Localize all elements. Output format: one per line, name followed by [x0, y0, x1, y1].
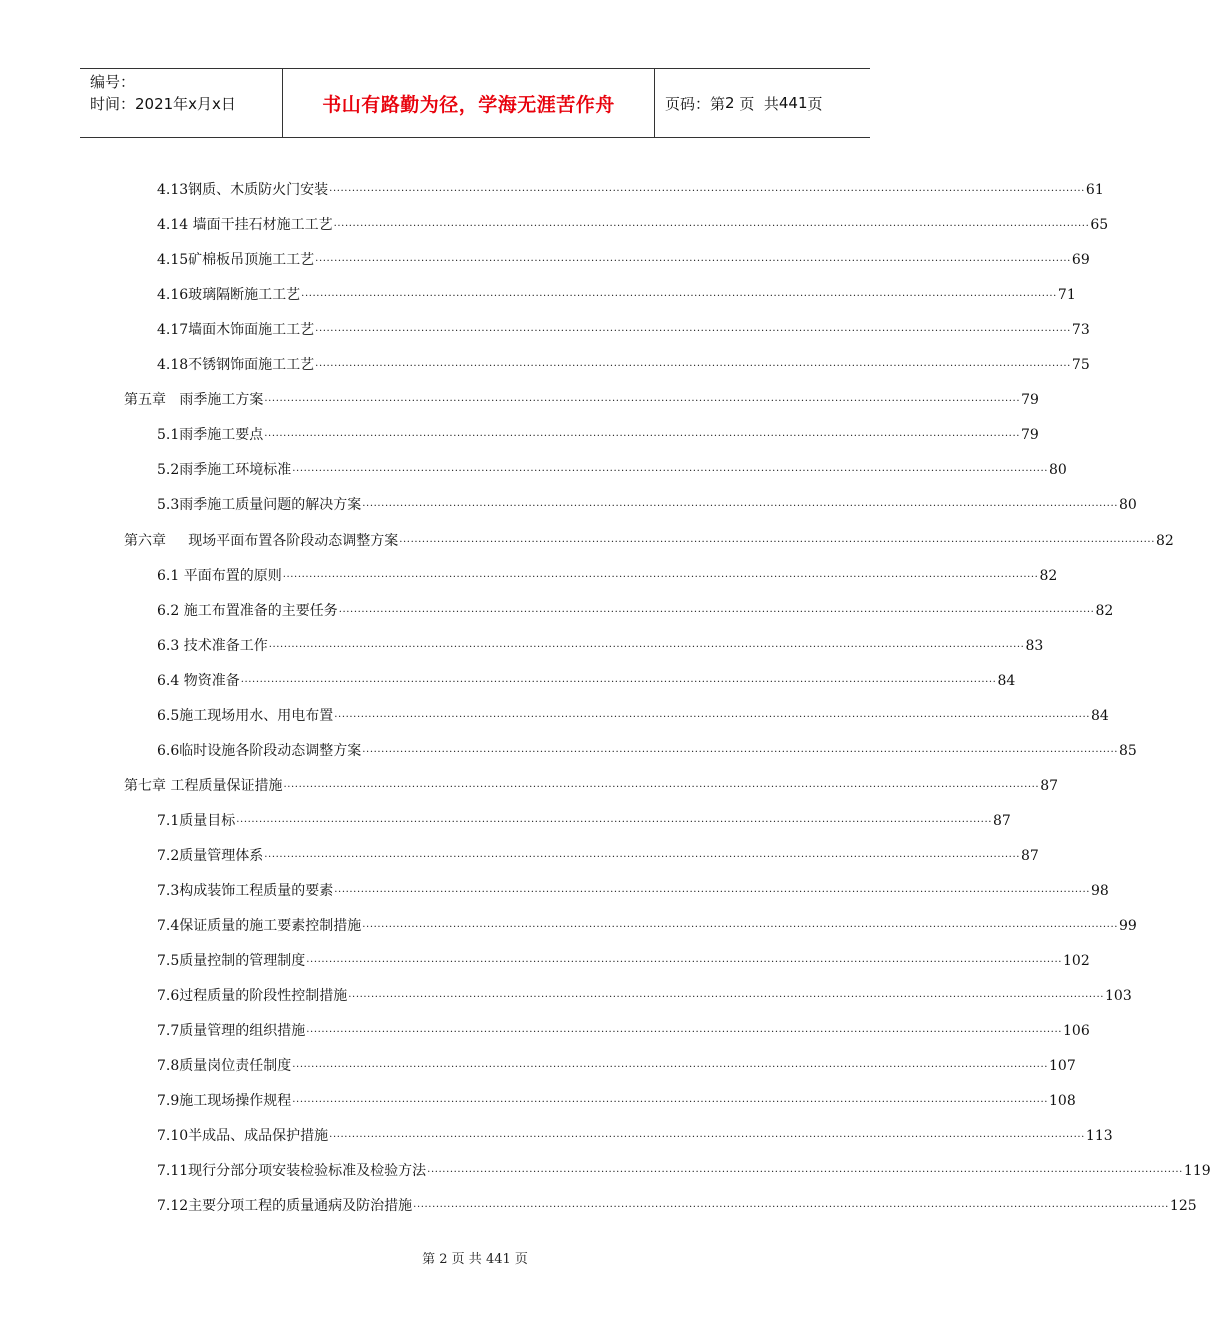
toc-entry-title: 4.17墙面木饰面施工工艺 [157, 322, 315, 339]
toc-entry-page: 75 [1071, 357, 1090, 374]
toc-entry-title: 第七章 工程质量保证措施 [124, 777, 283, 794]
toc-entry-page: 82 [1156, 532, 1174, 549]
toc-entry-page: 107 [1049, 1058, 1076, 1075]
toc-entry-page: 102 [1063, 953, 1090, 970]
page-current: 2 [725, 94, 735, 112]
page-footer [0, 1248, 950, 1267]
footer-suffix: 页 [514, 1252, 528, 1267]
page-header [80, 68, 870, 138]
toc-entry[interactable] [124, 515, 1174, 550]
toc-entry-title: 5.2雨季施工环境标准 [157, 462, 292, 479]
toc-entry-page: 61 [1085, 182, 1104, 198]
toc-entry[interactable] [157, 550, 1058, 585]
toc-entry[interactable] [157, 725, 1137, 760]
dot-leader: ........................................................................................................................................................................................................ [283, 778, 1040, 790]
footer-mid: 页 共 [451, 1252, 482, 1267]
toc-entry[interactable] [124, 760, 1059, 795]
toc-entry-title: 7.2质量管理体系 [157, 847, 264, 864]
toc-entry-page: 83 [1025, 637, 1044, 654]
dot-leader: ........................................................................................................................................................................................................ [264, 428, 1021, 440]
toc-entry-page: 125 [1169, 1198, 1197, 1215]
toc-entry[interactable] [157, 234, 1090, 269]
dot-leader: ........................................................................................................................................................................................................ [240, 673, 997, 685]
toc-entry[interactable] [157, 1005, 1090, 1040]
toc-entry-page: 82 [1095, 602, 1114, 619]
toc-entry[interactable] [157, 1075, 1076, 1110]
toc-entry[interactable] [124, 374, 1039, 409]
toc-entry[interactable] [157, 865, 1109, 900]
toc-entry-title: 7.4保证质量的施工要素控制措施 [157, 918, 362, 935]
toc-entry[interactable] [157, 444, 1067, 479]
dot-leader: ........................................................................................................................................................................................................ [334, 884, 1091, 895]
toc-entry-title: 7.10半成品、成品保护措施 [157, 1128, 329, 1145]
footer-current: 2 [439, 1252, 448, 1267]
dot-leader: ........................................................................................................................................................................................................ [334, 708, 1091, 720]
dot-leader: ........................................................................................................................................................................................................ [329, 1129, 1085, 1141]
toc-entry[interactable] [157, 935, 1090, 970]
page-total: 441 [778, 94, 808, 112]
dot-leader: ........................................................................................................................................................................................................ [315, 253, 1071, 265]
dot-leader: ........................................................................................................................................................................................................ [362, 743, 1119, 755]
dot-leader: ........................................................................................................................................................................................................ [315, 358, 1071, 370]
dot-leader: ........................................................................................................................................................................................................ [306, 1024, 1063, 1036]
dot-leader: ........................................................................................................................................................................................................ [282, 568, 1039, 580]
toc-entry-title: 7.6过程质量的阶段性控制措施 [157, 988, 348, 1005]
toc-entry-page: 80 [1119, 497, 1137, 514]
dot-leader: ........................................................................................................................................................................................................ [306, 954, 1063, 966]
footer-prefix: 第 [422, 1252, 436, 1267]
date-label: 时间：2021年x月x日 [90, 95, 236, 113]
header-page-info [655, 69, 870, 137]
page-mid: 页 共 [739, 94, 779, 113]
toc-entry-title: 7.7质量管理的组织措施 [157, 1023, 306, 1040]
toc-entry[interactable] [157, 199, 1109, 234]
toc-entry-page: 82 [1039, 567, 1058, 584]
toc-entry[interactable] [157, 620, 1044, 655]
toc-entry[interactable] [157, 269, 1076, 304]
dot-leader: ........................................................................................................................................................................................................ [329, 183, 1085, 194]
doc-number-label: 编号： [90, 73, 136, 91]
toc-entry-title: 6.6临时设施各阶段动态调整方案 [157, 742, 362, 759]
toc-entry-title: 6.1 平面布置的原则 [157, 567, 282, 584]
header-meta [80, 69, 282, 137]
toc-entry-page: 79 [1021, 427, 1039, 444]
toc-entry[interactable] [157, 970, 1132, 1005]
toc-entry-page: 119 [1183, 1163, 1211, 1180]
toc-entry-title: 4.18不锈钢饰面施工工艺 [157, 357, 315, 374]
toc-entry[interactable] [157, 304, 1090, 339]
toc-entry-page: 69 [1071, 252, 1090, 269]
toc-entry-page: 103 [1105, 988, 1132, 1005]
toc-entry-title: 5.1雨季施工要点 [157, 427, 264, 444]
toc-entry-title: 7.12主要分项工程的质量通病及防治措施 [157, 1198, 413, 1215]
page-prefix: 页码：第 [665, 94, 726, 113]
dot-leader: ........................................................................................................................................................................................................ [264, 393, 1021, 405]
toc-entry-page: 98 [1091, 883, 1109, 899]
toc-entry-title: 6.5施工现场用水、用电布置 [157, 707, 334, 724]
toc-entry[interactable] [157, 830, 1039, 865]
toc-entry-title: 4.16玻璃隔断施工工艺 [157, 287, 301, 304]
toc-entry[interactable] [157, 479, 1137, 514]
toc-entry-page: 87 [1021, 847, 1039, 864]
toc-entry-title: 6.3 技术准备工作 [157, 637, 268, 654]
page-suffix: 页 [807, 94, 823, 113]
toc-entry-title: 7.3构成装饰工程质量的要素 [157, 883, 334, 899]
toc-entry-title: 4.13钢质、木质防火门安装 [157, 182, 329, 198]
toc-entry[interactable] [157, 900, 1137, 935]
toc-entry-title: 6.2 施工布置准备的主要任务 [157, 602, 338, 619]
toc-entry-title: 7.1质量目标 [157, 812, 236, 829]
toc-entry-page: 79 [1021, 392, 1039, 409]
toc-entry[interactable] [157, 1040, 1076, 1075]
toc-entry-title: 7.8质量岗位责任制度 [157, 1058, 292, 1075]
toc-entry-page: 85 [1119, 742, 1137, 759]
dot-leader: ........................................................................................................................................................................................................ [315, 323, 1071, 335]
footer-total: 441 [485, 1252, 511, 1267]
dot-leader: ........................................................................................................................................................................................................ [427, 1164, 1183, 1176]
dot-leader: ........................................................................................................................................................................................................ [399, 533, 1155, 545]
dot-leader: ........................................................................................................................................................................................................ [292, 1059, 1049, 1071]
toc-entry-title: 7.11现行分部分项安装检验标准及检验方法 [157, 1163, 427, 1180]
dot-leader: ........................................................................................................................................................................................................ [292, 463, 1049, 475]
toc-entry-title: 7.5质量控制的管理制度 [157, 953, 306, 970]
toc-entry[interactable] [157, 690, 1109, 725]
toc-entry-title: 4.14 墙面干挂石材施工工艺 [157, 217, 333, 234]
toc-entry-page: 84 [1091, 707, 1109, 724]
dot-leader: ........................................................................................................................................................................................................ [268, 638, 1025, 650]
toc-entry-title: 6.4 物资准备 [157, 672, 240, 689]
toc-entry[interactable] [157, 655, 1016, 690]
dot-leader: ........................................................................................................................................................................................................ [301, 288, 1057, 300]
toc-entry[interactable] [157, 795, 1011, 830]
toc-entry-page: 106 [1063, 1023, 1090, 1040]
toc-entry-title: 第五章 雨季施工方案 [124, 392, 264, 409]
toc-entry-title: 5.3雨季施工质量问题的解决方案 [157, 497, 362, 514]
dot-leader: ........................................................................................................................................................................................................ [338, 603, 1095, 615]
dot-leader: ........................................................................................................................................................................................................ [362, 498, 1119, 510]
toc-entry[interactable] [157, 1180, 1197, 1215]
toc-entry-page: 71 [1057, 287, 1076, 304]
toc-entry-page: 80 [1049, 462, 1067, 479]
toc-entry[interactable] [157, 164, 1104, 199]
dot-leader: ........................................................................................................................................................................................................ [236, 813, 993, 825]
toc-entry[interactable] [157, 1145, 1211, 1180]
dot-leader: ........................................................................................................................................................................................................ [333, 218, 1090, 230]
toc-entry-title: 4.15矿棉板吊顶施工工艺 [157, 252, 315, 269]
dot-leader: ........................................................................................................................................................................................................ [348, 989, 1105, 1001]
toc-entry[interactable] [157, 585, 1114, 620]
toc-entry-page: 87 [1040, 777, 1059, 794]
toc-entry-page: 73 [1071, 322, 1090, 339]
toc-entry[interactable] [157, 1110, 1113, 1145]
toc-entry[interactable] [157, 409, 1039, 444]
dot-leader: ........................................................................................................................................................................................................ [413, 1199, 1169, 1211]
toc-entry-page: 108 [1049, 1093, 1076, 1110]
toc-entry-title: 7.9施工现场操作规程 [157, 1093, 292, 1110]
toc-entry-page: 84 [997, 672, 1016, 689]
toc-entry-page: 87 [993, 812, 1011, 829]
toc-entry-page: 113 [1085, 1128, 1113, 1145]
header-motto: 书山有路勤为径，学海无涯苦作舟 [282, 69, 655, 137]
toc-entry[interactable] [157, 339, 1090, 374]
toc-entry-page: 65 [1090, 217, 1109, 234]
dot-leader: ........................................................................................................................................................................................................ [264, 848, 1021, 860]
dot-leader: ........................................................................................................................................................................................................ [292, 1094, 1049, 1106]
toc-entry-title: 第六章 现场平面布置各阶段动态调整方案 [124, 532, 399, 549]
toc-entry-page: 99 [1119, 918, 1137, 935]
dot-leader: ........................................................................................................................................................................................................ [362, 919, 1119, 931]
